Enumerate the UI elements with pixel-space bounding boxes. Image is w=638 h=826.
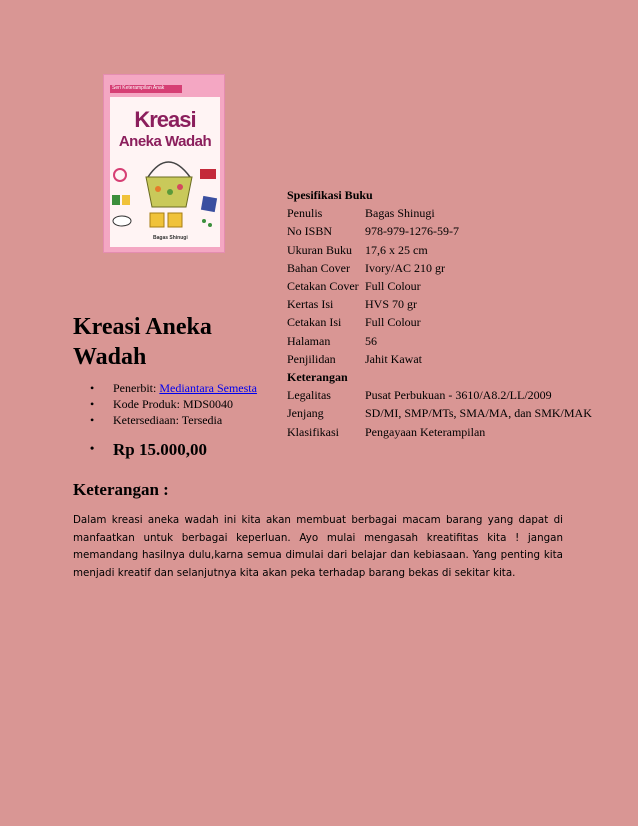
spec-key: Cetakan Isi (287, 315, 342, 330)
spec-value: Full Colour (365, 315, 421, 330)
cover-title-line1: Kreasi (134, 107, 196, 132)
spec-row (287, 222, 592, 240)
spec-row (287, 386, 592, 404)
spec-row (287, 404, 592, 422)
cover-author: Bagas Shinugi (153, 235, 188, 241)
cover-title-line2: Aneka Wadah (118, 133, 212, 150)
spec-heading: Spesifikasi Buku (287, 188, 373, 202)
spec-value: Jahit Kawat (365, 351, 422, 366)
product-code-item: • Kode Produk: MDS0040 (73, 396, 257, 412)
description-heading: Keterangan : (73, 480, 169, 499)
spec-row (287, 423, 592, 441)
spec-key: Jenjang (287, 406, 324, 421)
spec-row (287, 277, 592, 295)
cover-illustration (110, 97, 220, 247)
cover-series-text: Seri Keterampilan Anak (112, 85, 165, 91)
spec-value: Ivory/AC 210 gr (365, 260, 445, 275)
product-price: • Rp 15.000,00 (73, 440, 207, 460)
spec-value: Full Colour (365, 279, 421, 294)
cover-series-band (110, 85, 182, 93)
spec-row (287, 332, 592, 350)
description-paragraph: Dalam kreasi aneka wadah ini kita akan membuat berbagai macam barang yang dapat di manfaatkan untuk berbagai keperluan. Ayo mulai mengasah kreatifitas kita ! jangan memandang hasilnya dulu,karna semua dimulai dari belajar dan kebiasaan. Yang penting kita menjadi kreatif dan selanjutnya kita akan peka terhadap barang bekas di sekitar kita. (73, 514, 563, 579)
spec-row (287, 295, 592, 313)
cover-panel (110, 97, 220, 247)
spec-table (287, 186, 592, 441)
product-title: Kreasi Aneka Wadah (73, 314, 212, 370)
spec-key: Ukuran Buku (287, 242, 352, 257)
availability-item: • Ketersediaan: Tersedia (73, 412, 257, 428)
spec-row (287, 313, 592, 331)
publisher-item (73, 380, 257, 396)
spec-key: Bahan Cover (287, 260, 350, 275)
spec-key: Klasifikasi (287, 424, 339, 439)
spec-value: Pengayaan Keterampilan (365, 424, 486, 439)
spec-value: Pusat Perbukuan - 3610/A8.2/LL/2009 (365, 388, 552, 403)
spec-key: Halaman (287, 333, 331, 348)
spec-key: No ISBN (287, 224, 333, 239)
spec-row (287, 259, 592, 277)
spec-value: 978-979-1276-59-7 (365, 224, 459, 239)
spec-value: 17,6 x 25 cm (365, 242, 428, 257)
product-info-list (73, 380, 257, 428)
spec-row (287, 241, 592, 259)
spec-value: 56 (365, 333, 377, 348)
book-cover-image (103, 74, 225, 253)
publisher-label: Penerbit: (113, 381, 160, 395)
spec-value: SD/MI, SMP/MTs, SMA/MA, dan SMK/MAK (365, 406, 592, 421)
price-list (73, 440, 207, 460)
publisher-link[interactable]: Mediantara Semesta (159, 381, 257, 395)
spec-key: Penjilidan (287, 351, 336, 366)
spec-key: Legalitas (287, 388, 331, 403)
spec-key: Penulis (287, 206, 323, 221)
spec-row (287, 204, 592, 222)
spec-key: Cetakan Cover (287, 279, 359, 294)
spec-heading-keterangan: Keterangan (287, 370, 348, 385)
spec-value: HVS 70 gr (365, 297, 418, 312)
spec-value: Bagas Shinugi (365, 206, 435, 221)
spec-row (287, 350, 592, 368)
spec-key: Kertas Isi (287, 297, 334, 312)
